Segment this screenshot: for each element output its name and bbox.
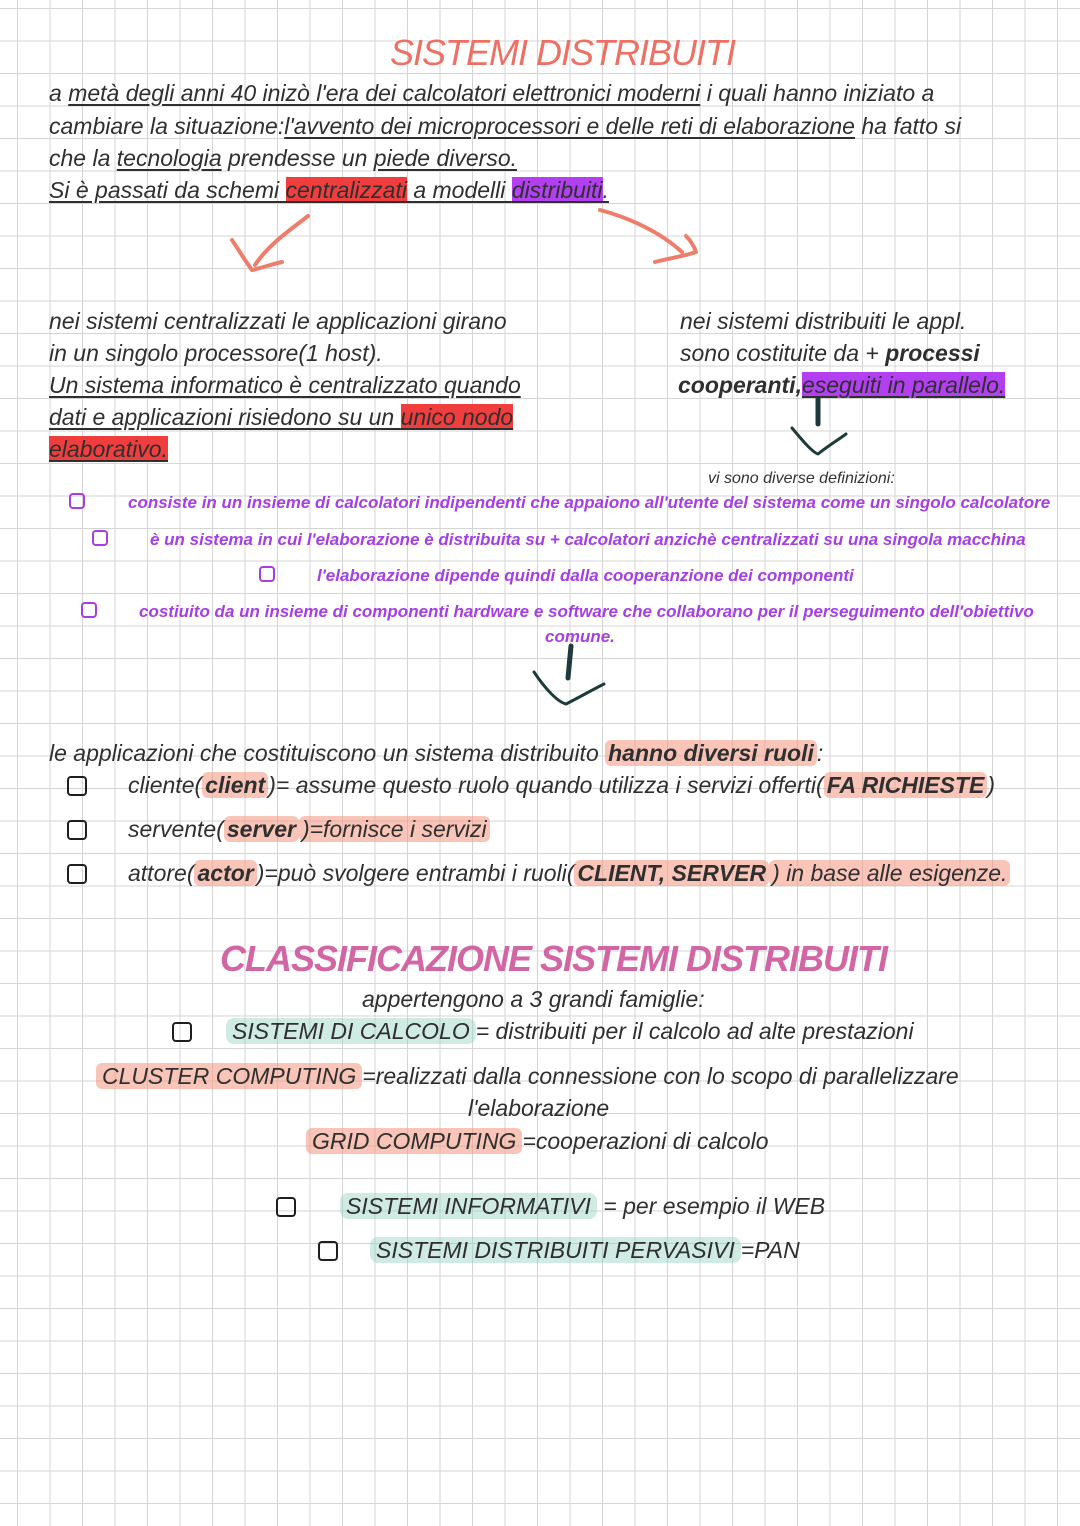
info-item — [340, 1193, 825, 1220]
checkbox-icon[interactable] — [172, 1022, 192, 1042]
checkbox-icon[interactable] — [67, 776, 87, 796]
underlined-text: l'avvento dei microprocessori e delle reti di elaborazione — [284, 113, 855, 139]
highlight-unico-nodo: unico nodo — [400, 404, 514, 430]
page-title: SISTEMI DISTRIBUITI — [390, 32, 736, 73]
right-line-2 — [680, 340, 980, 367]
checkbox-icon[interactable] — [67, 864, 87, 884]
text: servente( — [128, 816, 224, 842]
text: le applicazioni che costituiscono un sistema distribuito — [49, 740, 606, 766]
highlight-client: client — [202, 772, 268, 798]
arrow-down-2-icon — [568, 646, 571, 678]
text: ) — [987, 772, 995, 798]
underlined-text: metà degli anni 40 inizò l'era dei calcolatori elettronici moderni — [68, 80, 701, 106]
pervasive-item — [370, 1237, 800, 1264]
highlight-grid: GRID COMPUTING — [306, 1128, 522, 1154]
highlight-fornisce: )=fornisce i servizi — [299, 816, 490, 842]
highlight-server: server — [224, 816, 299, 842]
definitions-heading: vi sono diverse definizioni: — [708, 470, 895, 487]
checkbox-icon[interactable] — [69, 493, 85, 509]
role-item-server — [128, 816, 490, 843]
checkbox-icon[interactable] — [67, 820, 87, 840]
definition-item-continued: comune. — [545, 627, 615, 646]
highlight-parallelo: eseguiti in parallelo. — [801, 372, 1006, 398]
text: =cooperazioni di calcolo — [522, 1128, 769, 1154]
text: : — [816, 740, 824, 766]
checkbox-icon[interactable] — [92, 530, 108, 546]
text: = per esempio il WEB — [596, 1193, 826, 1219]
text: sono costituite da + — [680, 340, 886, 366]
highlight-distribuiti: distribuiti — [511, 177, 603, 203]
checkbox-icon[interactable] — [81, 602, 97, 618]
text: i quali hanno iniziato a — [700, 80, 935, 106]
underlined-text: piede diverso. — [373, 145, 517, 171]
text: )= assume questo ruolo quando utilizza i servizi offerti( — [268, 772, 824, 798]
highlight-centralizzati: centralizzati — [285, 177, 407, 203]
highlight-fa-richieste: FA RICHIESTE — [824, 772, 988, 798]
arrow-right-icon — [600, 210, 682, 252]
text: ha fatto si — [854, 113, 962, 139]
text: )=può svolgere entrambi i ruoli( — [256, 860, 575, 886]
cluster-item — [96, 1063, 959, 1090]
left-line-5 — [49, 436, 168, 463]
text: prendesse un — [221, 145, 374, 171]
bold-text: cooperanti, — [678, 372, 802, 398]
text: dati e applicazioni risiedono su un — [49, 404, 401, 430]
arrow-down-head-icon — [792, 428, 846, 454]
highlight-calcolo: SISTEMI DI CALCOLO — [226, 1018, 476, 1044]
highlight-esigenze: ) in base alle esigenze. — [769, 860, 1010, 886]
definition-item: consiste in un insieme di calcolatori indipendenti che appaiono all'utente del sistema come un singolo calcolatore — [128, 493, 1051, 512]
text: attore( — [128, 860, 195, 886]
cluster-item-continued: l'elaborazione — [468, 1095, 610, 1121]
text: che la — [49, 145, 117, 171]
text: a modelli — [406, 177, 512, 203]
highlight-elaborativo: elaborativo. — [49, 436, 168, 462]
arrow-left-icon — [255, 216, 308, 265]
text: cambiare la situazione: — [49, 113, 285, 139]
checkbox-icon[interactable] — [259, 566, 275, 582]
definition-item: è un sistema in cui l'elaborazione è distribuita su + calcolatori anzichè centralizzati su una singola macchina — [150, 530, 1026, 549]
highlight-cluster: CLUSTER COMPUTING — [96, 1063, 362, 1089]
definition-item: costiuito da un insieme di componenti hardware e software che collaborano per il perseguimento dell'obiettivo — [139, 602, 1034, 621]
text: = distribuiti per il calcolo ad alte prestazioni — [475, 1018, 914, 1044]
left-line-3: Un sistema informatico è centralizzato quando — [49, 372, 521, 398]
right-line-1: nei sistemi distribuiti le appl. — [680, 308, 967, 334]
classification-title: CLASSIFICAZIONE SISTEMI DISTRIBUITI — [220, 938, 888, 979]
left-line-2: in un singolo processore(1 host). — [49, 340, 383, 366]
grid-item — [306, 1128, 769, 1155]
text: cliente( — [128, 772, 203, 798]
left-line-1: nei sistemi centralizzati le applicazioni girano — [49, 308, 507, 334]
role-item-client — [128, 772, 995, 799]
calc-item — [226, 1018, 914, 1045]
text: =realizzati dalla connessione con lo scopo di parallelizzare — [362, 1063, 959, 1089]
roles-intro — [49, 740, 823, 767]
text: . — [602, 177, 609, 203]
text: a — [49, 80, 69, 106]
checkbox-icon[interactable] — [318, 1241, 338, 1261]
highlight-client-server: CLIENT, SERVER — [574, 860, 769, 886]
highlight-ruoli: hanno diversi ruoli — [605, 740, 817, 766]
text: Si è passati da schemi — [49, 177, 286, 203]
bold-text: processi — [885, 340, 980, 366]
classification-subtitle: appertengono a 3 grandi famiglie: — [362, 986, 705, 1012]
text: =PAN — [740, 1237, 800, 1263]
definition-item: l'elaborazione dipende quindi dalla cooperanzione dei componenti — [317, 566, 854, 585]
underlined-text: tecnologia — [116, 145, 222, 171]
checkbox-icon[interactable] — [276, 1197, 296, 1217]
highlight-actor: actor — [194, 860, 256, 886]
left-line-4 — [49, 404, 513, 431]
highlight-informativi: SISTEMI INFORMATIVI — [340, 1193, 597, 1219]
highlight-pervasivi: SISTEMI DISTRIBUITI PERVASIVI — [370, 1237, 741, 1263]
role-item-actor — [128, 860, 1010, 887]
right-line-3 — [678, 372, 1005, 399]
